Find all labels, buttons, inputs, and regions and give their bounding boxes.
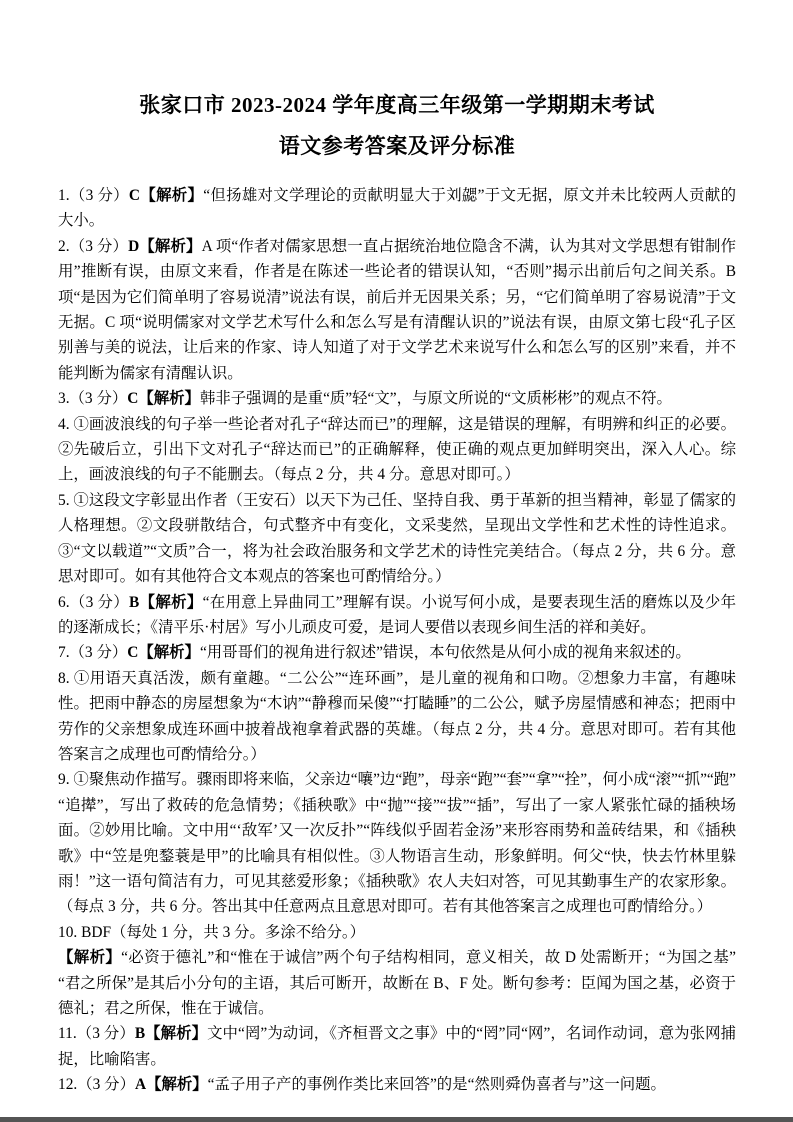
answer-key-segment: D【解析】 (128, 237, 202, 255)
answer-paragraph (58, 183, 736, 234)
answer-key-segment: C【解析】 (127, 644, 200, 662)
answer-text-segment: “必资于德礼”和“惟在于诚信”两个句子结构相同，意义相关，故 D 处需断开；“为国之基”“君之所保”是其后小分句的主语，其后可断开，故断在 B、F 处。断句参考：臣闻为国之基，必资于德礼；君之所保，惟在于诚信。 (58, 949, 736, 1017)
answer-text-segment: 7.（3 分） (58, 644, 128, 662)
answer-text-segment: 12.（3 分） (58, 1076, 135, 1094)
answer-key-segment: C【解析】 (127, 390, 200, 408)
answer-paragraph (58, 590, 736, 641)
answer-text-segment: 文中“罔”为动词，《齐桓晋文之事》中的“罔”同“网”，名词作动词，意为张网捕捉，比喻陷害。 (58, 1025, 737, 1068)
answer-text-segment: 8. ①用语天真活泼，颇有童趣。“二公公”“连环画”，是儿童的视角和口吻。②想象力丰富，有趣味性。把雨中静态的房屋想象为“木讷”“静穆而呆傻”“打瞌睡”的二公公，赋予房屋情感和神态；把雨中劳作的父亲想象成连环画中披着战袍拿着武器的英雄。（每点 2 分，共 4 分。意思对即可。若有其他答案言之成理也可酌情给分。） (58, 669, 736, 763)
page-bottom-edge (0, 1117, 793, 1122)
answer-paragraph (58, 488, 736, 590)
answer-text-segment: “用哥哥们的视角进行叙述”错误，本句依然是从何小成的视角来叙述的。 (199, 644, 691, 662)
answer-paragraph (58, 386, 736, 411)
answer-key-segment: B【解析】 (134, 1025, 208, 1043)
answer-paragraph (58, 412, 736, 488)
answer-paragraph (58, 666, 736, 768)
answer-text-segment: 10. BDF（每处 1 分，共 3 分。多涂不给分。） (58, 923, 365, 941)
answer-paragraph (58, 945, 736, 1021)
answer-text-segment: 6.（3 分） (58, 593, 130, 611)
answer-text-segment: 4. ①画波浪线的句子举一些论者对孔子“辞达而已”的理解，这是错误的理解，有明辨和纠正的必要。②先破后立，引出下文对孔子“辞达而已”的正确解释，使正确的观点更加鲜明突出，深入人心。综上，画波浪线的句子不能删去。（每点 2 分，共 4 分。意思对即可。） (58, 415, 736, 484)
answer-key-segment: B【解析】 (129, 593, 203, 611)
answer-list (58, 183, 736, 1098)
answer-text-segment: “在用意上异曲同工”理解有误。小说写何小成，是要表现生活的磨炼以及少年的逐渐成长；《清平乐·村居》写小儿顽皮可爱，是词人要借以表现乡间生活的祥和美好。 (58, 593, 737, 636)
answer-paragraph (58, 640, 736, 665)
answer-text-segment: 3.（3 分） (58, 390, 128, 408)
document-title-line1: 张家口市 2023-2024 学年度高三年级第一学期期末考试 (139, 93, 655, 117)
answer-key-segment: C【解析】 (128, 187, 204, 204)
answer-paragraph (58, 234, 736, 386)
answer-key-segment: 【解析】 (58, 949, 122, 967)
answer-text-segment: “但扬雄对文学理论的贡献明显大于刘勰”于文无据，原文并未比较两人贡献的大小。 (58, 187, 736, 230)
answer-text-segment: “孟子用子产的事例作类比来回答”的是“然则舜伪喜者与”这一问题。 (207, 1076, 666, 1094)
answer-text-segment: 9. ①聚焦动作描写。骤雨即将来临，父亲边“嚷”边“跑”，母亲“跑”“套”“拿”“拴”，何小成“滚”“抓”“跑”“追撵”，写出了救砖的危急情势；《插秧歌》中“抛”“接”“拔”“插”，写出了一家人紧张忙碌的插秧场面。②妙用比喻。文中用“‘敌军’又一次反扑”“阵线似乎固若金汤”来形容雨势和盖砖结果，和《插秧歌》中“笠是兜鍪蓑是甲”的比喻具有相似性。③人物语言生动，形象鲜明。何父“快，快去竹林里躲雨！”这一语句简洁有力，可见其慈爱形象；《插秧歌》农人夫妇对答，可见其勤事生产的农家形象。（每点 3 分，共 6 分。答出其中任意两点且意思对即可。若有其他答案言之成理也可酌情给分。） (58, 771, 736, 916)
answer-paragraph (58, 1021, 736, 1072)
answer-paragraph (58, 1072, 736, 1097)
answer-key-segment: A【解析】 (134, 1076, 208, 1094)
answer-text-segment: 5. ①这段文字彰显出作者（王安石）以天下为己任、坚持自我、勇于革新的担当精神，彰显了儒家的人格理想。②文段骈散结合，句式整齐中有变化，文采斐然，呈现出文学性和艺术性的诗性追求。③“文以载道”“文质”合一，将为社会政治服务和文学艺术的诗性完美结合。（每点 2 分，共 6 分。意思对即可。如有其他符合文本观点的答案也可酌情给分。） (58, 491, 736, 586)
answer-text-segment: 2.（3 分） (58, 237, 129, 255)
document-title-line2: 语文参考答案及评分标准 (278, 134, 516, 158)
answer-paragraph (58, 767, 736, 919)
answer-text-segment: A 项“作者对儒家思想一直占据统治地位隐含不满，认为其对文学思想有钳制作用”推断有误，由原文来看，作者是在陈述一些论者的错误认知，“否则”揭示出前后句之间关系。B 项“是因为它们简单明了容易说清”说法有误，前后并无因果关系；另，“它们简单明了容易说清”于文无据。C 项“说明儒家对文学艺术写什么和怎么写是有清醒认识的”说法有误，由原文第七段“孔子区别善与美的说法，让后来的作家、诗人知道了对于文学艺术来说写什么和怎么写的区别”来看，并不能判断为儒家有清醒认识。 (58, 237, 736, 382)
answer-text-segment: 1.（3 分） (58, 187, 129, 204)
answer-paragraph (58, 920, 736, 945)
answer-text-segment: 韩非子强调的是重“质”轻“文”，与原文所说的“文质彬彬”的观点不符。 (199, 390, 672, 408)
answer-text-segment: 11.（3 分） (58, 1025, 135, 1043)
